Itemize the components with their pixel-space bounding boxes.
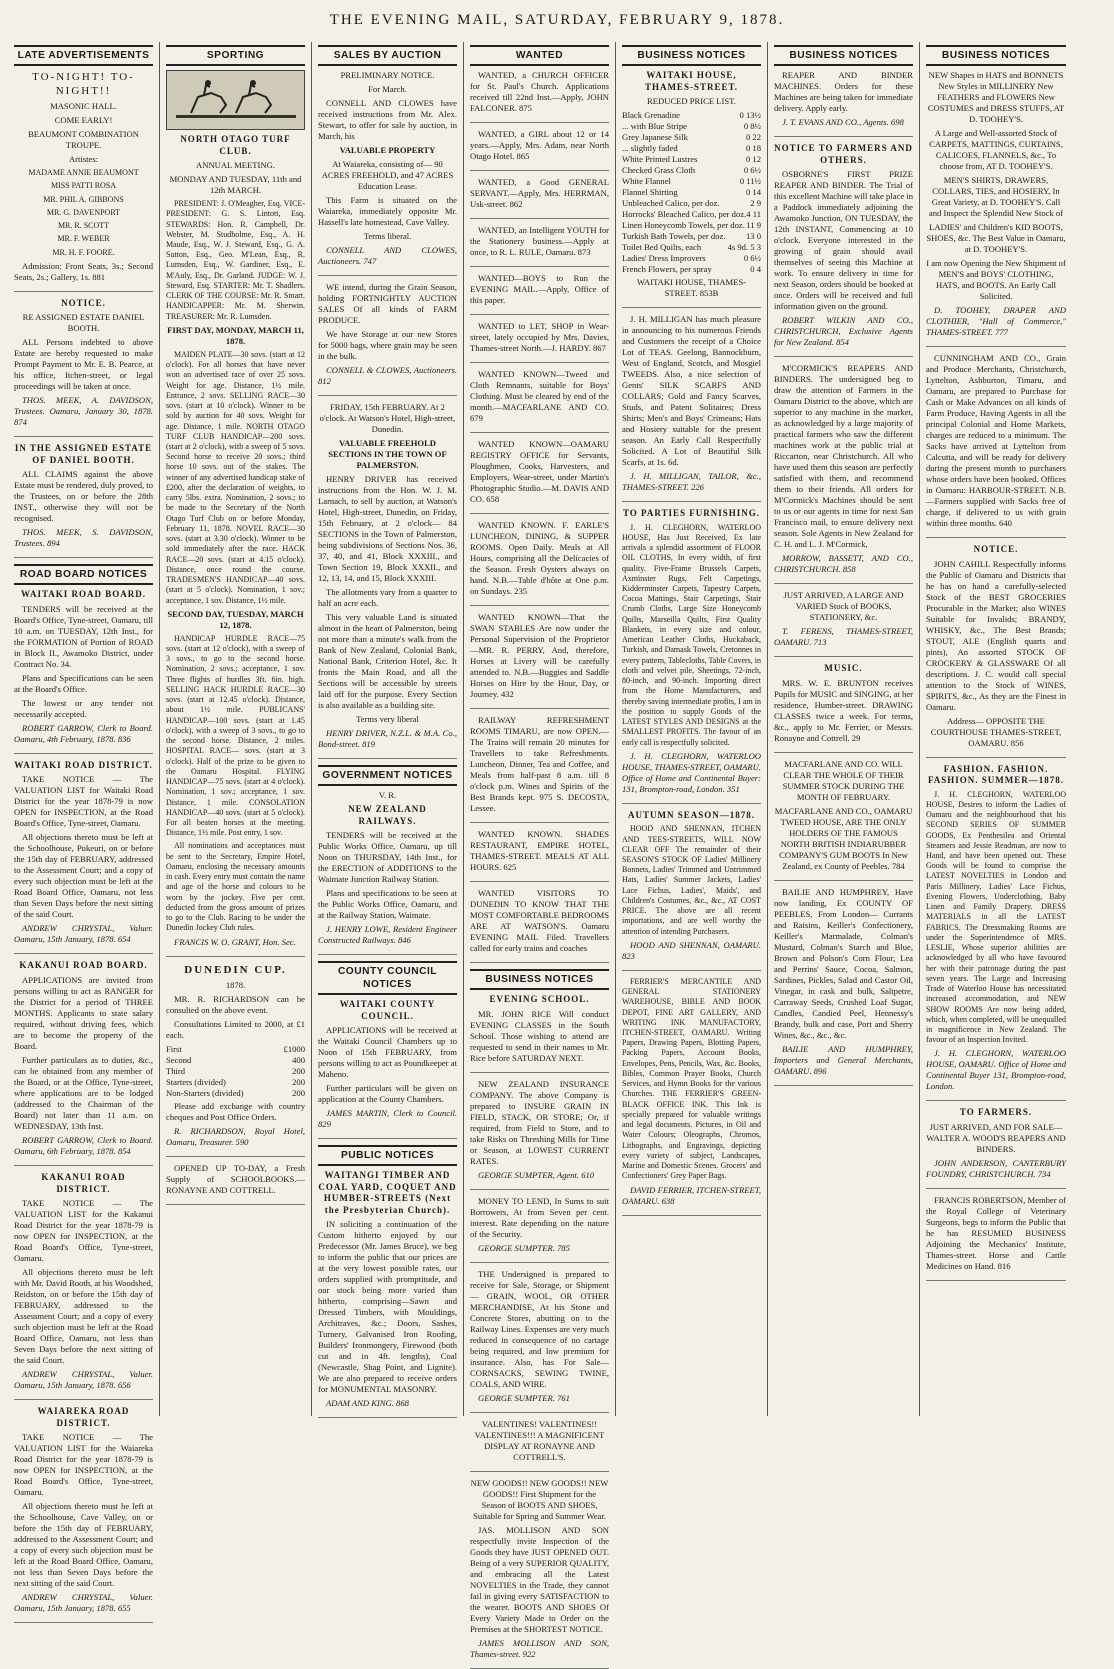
- ad-signature: CONNELL AND CLOWES, Auctioneers. 747: [318, 245, 457, 267]
- ad-signature: ROBERT GARROW, Clerk to Board. Oamaru, 4th February, 1878. 836: [14, 722, 153, 744]
- price-item: Linen Honeycomb Towels, per doz.: [622, 220, 745, 231]
- ad-body: JUST ARRIVED, AND FOR SALE— WALTER A. WOOD'S REAPERS AND BINDERS.: [926, 1121, 1066, 1154]
- ad-body: FERRIER'S MERCANTILE AND GENERAL STATIONERY WAREHOUSE, BIBLE AND BOOK DEPOT, FINE ART GALLERY, AND WRITING INK MANUFACTORY, ITCHEN-STREET, OAMARU. Writing Papers, Drawing Papers, Blotting Papers, Packing Papers, Account Books, Envelopes, Pens, Pencils, Wax, &c. Books, Bibles, Common Prayer Books, Church Services, and Hymn Books for the various Churches. THE FERRIER'S GREEN-BLACK OFFICE INK. This Ink is specially prepared for valuable writings and legal documents. Pictures, in Oil and Water Colours; Oleographs, Chromos, Lithographs, and Engravings, depicting every variety of subject, Landscapes, Marine and Domestic Scenes. Grocers' and Confectioners' Grey Paper Bags.: [622, 976, 761, 1181]
- price-value: 0 6½: [743, 253, 761, 264]
- ad-footer: WAITAKI HOUSE, THAMES-STREET. 853B: [636, 277, 747, 299]
- ad-money-to-lend: [470, 1196, 609, 1263]
- price-row: [622, 231, 761, 242]
- price-item: White Flannel: [622, 176, 671, 187]
- ad-title: WAITAKI HOUSE, THAMES-STREET.: [644, 70, 739, 92]
- ad-body: MR. JOHN RICE Will conduct EVENING CLASSES in the South School. Those wishing to attend are requested to send in their names to Mr. Rice before SATURDAY NEXT.: [470, 1008, 609, 1063]
- section-header-business: BUSINESS NOTICES: [470, 969, 609, 990]
- ad-body: WE intend, during the Grain Season, holding FORTNIGHTLY AUCTION SALES Of all kinds of FARM PRODUCE.: [318, 282, 457, 326]
- ad-signature: ROBERT GARROW, Clerk to Board. Oamaru, 6th February, 1878. 854: [14, 1134, 153, 1156]
- masthead: THE EVENING MAIL, SATURDAY, FEBRUARY 9, 1878.: [329, 12, 785, 28]
- ad-signature: JAMES MARTIN, Clerk to Council. 829: [318, 1108, 457, 1130]
- artiste: MADAME ANNIE BEAUMONT: [28, 168, 139, 178]
- ad-osborne: [774, 143, 913, 357]
- prize-row: [166, 1088, 305, 1099]
- section-header-auctions: SALES BY AUCTION: [318, 45, 457, 66]
- price-row: [622, 110, 761, 121]
- ad-evening-school: [470, 994, 609, 1073]
- section-header-business: BUSINESS NOTICES: [622, 45, 761, 66]
- ad-signature: ANDREW CHRYSTAL, Valuer. Oamaru, 15th January, 1878. 656: [14, 1369, 153, 1391]
- price-value: 0 8½: [743, 121, 761, 132]
- prize-label: Third: [166, 1065, 186, 1076]
- ad-waitaki-road-district: [14, 760, 153, 955]
- ad-signature: R. RICHARDSON, Royal Hotel, Oamaru, Treasurer. 590: [166, 1125, 305, 1147]
- ad-body: JAS. MOLLISON AND SON respectfully invite Inspection of the Goods they have JUST OPENED OUT. Being of a very SUPERIOR QUALITY, and embracing all the Latest NOVELTIES in the Trade, they cannot fail in giving every SATISFACTION to the wearer. BOOTS AND SHOES Of Every Variety Made to Order on the Premises at the SHORTEST NOTICE.: [470, 1524, 609, 1634]
- column-business-3: [920, 42, 1072, 1416]
- price-value: 0 18: [745, 143, 761, 154]
- ad-wanted: [470, 273, 609, 315]
- ad-body: MONEY TO LEND, In Sums to suit Borrowers, At from Seven per cent. interest. Rate depending on the nature of the Security.: [470, 1195, 609, 1239]
- price-row: [622, 264, 761, 275]
- ad-day-heading: FIRST DAY, MONDAY, MARCH 11, 1878.: [167, 324, 304, 346]
- ad-body: WANTED KNOWN—That the SWAN STABLES Are now under the Personal Supervision of the Proprietor—MR. R. PERRY, And, therefore, Horses at Livery will be carefully attended to. N.B.—Buggies and Saddle Horses on Hire by the Hour, Day, or Journey. 432: [470, 612, 609, 700]
- price-row: [622, 209, 761, 220]
- prize-label: Second: [166, 1054, 192, 1065]
- ad-subtitle: PRELIMINARY NOTICE.: [340, 70, 435, 81]
- ad-baillie-humphrey: [774, 887, 913, 1086]
- prize-value: 200: [292, 1076, 305, 1087]
- column-business-2: [768, 42, 920, 1416]
- ad-wanted: [470, 321, 609, 363]
- ad-body: Please add exchange with country cheques and Post Office Orders.: [166, 1100, 305, 1122]
- ad-waiareka-road-district: [14, 1406, 153, 1623]
- ad-wanted: [470, 520, 609, 606]
- ad-body: J. H. CLEGHORN, WATERLOO HOUSE, Has Just Received, Ex late arrivals a splendid assortment of FLOOR OIL CLOTHS, In every width, of first quality. Five-Frame Brussels Carpets, Axminster Rugs, Felt Carpetings, Kidderminster Carpets, Tapestry Carpets, Cocoa Mattings, Stair Carpetings, Stair Crumb Cloths, Large Size Honeycomb Quilts, Marseilla Quilts, First Quality Blankets, in every size and colour, American Leather Cloths, Huckaback, Turkish, and Damask Towels, Cretonnes in every pattern, Tablecloths, Table Covers, in cloth and velvet pile, Sheetings, 72-inch, 80-inch, and 90-inch. Importing direct from the Home Manufacturers, and thereby saving intermediate profits, I am in the position to supply Goods of the LATEST STYLES AND DESIGNS at the SMALLEST PROFITS. The favour of an early call is respectfully solicited.: [622, 522, 761, 747]
- ad-grain-storage: [470, 1269, 609, 1413]
- ad-body: Further particulars as to duties, &c., can be obtained from any member of the Board, or at the Office, Tyne-street, where applications are to be lodged (addressed to the Chairman of the Board) not later than 11 a.m. on WEDNESDAY, 13th Inst.: [14, 1054, 153, 1131]
- ad-body: J. H. MILLIGAN has much pleasure in announcing to his numerous Friends and Customers the receipt of a Choice Lot of TEAS. Geelong, Bannockburn, West of England, Scotch, and Mosgiel TWEEDS. Also, a nice selection of Gents' SILK SCARFS AND COLLARS; Gold and Fancy Scarves, Studs, and Patent Solitaires; Dress Shirts; Men's and Boys' Crimeans; Hats and Hosiery suitable for the present season. An Early Call Respectfully Solicited. A Lot of Beautiful Silk Scarfs, at 1s. 6d.: [622, 314, 761, 468]
- ad-kakanui-road-board: [14, 960, 153, 1166]
- ad-body: JOHN CAHILL Respectfully informs the Public of Oamaru and Districts that he has on hand a carefully-selected Stock of the BEST GROCERIES Procurable in the Market; also WINES Suitable for Invalids; BRANDY, WHISKY, &c., The Best Brands; STOUT, ALE (English quarts and pints), An assorted STOCK OF CROCKERY & GLASSWARE Of all descriptions. J. C. would call special attention to the Stock of WINES, SPIRITS, &c., As they are the Finest in Oamaru.: [926, 558, 1066, 712]
- price-item: Flannel Shirting: [622, 187, 678, 198]
- column-auctions: [312, 42, 464, 1416]
- ad-body: LADIES' and Children's KID BOOTS, SHOES, &c. The Best Value in Oamaru, at D. TOOHEY'S.: [926, 222, 1066, 255]
- ad-wood-reapers: [926, 1107, 1066, 1189]
- ad-body: BAILIE AND HUMPHREY, Have now landing, Ex COUNTY OF PEEBLES, From London— Currants and Raisins, Keiller's Confectionery, Keiller's Marmalade, Colman's Mustard, Colman's Starch and Blue, Brown and Polson's Corn Flour, Lea and Perrins' Sauce, Cocoa, Salmon, Sardines, Pickles, Salad and Castor Oil, Vinegar, in cask and bulk, Saltpetre, Carraway Seeds, Crushed Loaf Sugar, Candles, Candied Peel, Hennessy's Brandy, bulk and case, Port and Sherry Wines, &c., &c., &c.: [774, 886, 913, 1040]
- ad-body: OPENED UP TO-DAY, a Fresh Supply of SCHOOLBOOKS.—RONAYNE AND COTTRELL.: [166, 1162, 305, 1195]
- ad-signature: THOS. MEEK, S. DAVIDSON, Trustees. 894: [14, 527, 153, 549]
- ad-reaper-binder: [774, 70, 913, 137]
- price-item: White Printed Lustres: [622, 154, 698, 165]
- ad-signature: JAMES MOLLISON AND SON, Thames-street. 922: [470, 1637, 609, 1659]
- ad-body: MRS. W. E. BRUNTON receives Pupils for MUSIC and SINGING, at her residence, Humber-street. DRAWING CLASSES twice a week. For terms, &c., apply to Mr. Ferrier, or Messrs. Ronayne and Cottrell. 29: [774, 677, 913, 743]
- price-value: 0 22: [745, 132, 761, 143]
- price-row: [622, 176, 761, 187]
- ad-ferens: [774, 590, 913, 657]
- ad-signature: ANDREW CHRYSTAL, Valuer. Oamaru, 15th January, 1878. 655: [14, 1592, 153, 1614]
- ad-body: MEN'S SHIRTS, DRAWERS, COLLARS, TIES, and HOSIERY, In Great Variety, at D. TOOHEY'S. Call and Inspect the Splendid New Stock of: [928, 175, 1064, 219]
- ad-body: WANTED—BOYS to Run the EVENING MAIL.—Apply, Office of this paper.: [470, 273, 609, 306]
- ad-body: ALL CLAIMS against the above Estate must be rendered, duly proved, to the Trustees, on or before the 28th INST., otherwise they will not be recognised.: [14, 469, 153, 524]
- ad-subtitle: ANNUAL MEETING.: [196, 160, 275, 171]
- ad-admission: Admission: Front Seats, 3s.; Second Seats, 2s.; Gallery, 1s. 881: [14, 260, 153, 282]
- ad-signature: THOS. MEEK, A. DAVIDSON, Trustees. Oamaru, January 30, 1878. 874: [14, 395, 153, 428]
- price-row: [622, 143, 761, 154]
- ad-palmerston-sections: [318, 402, 457, 759]
- ad-title: WAITAKI ROAD DISTRICT.: [14, 759, 153, 770]
- ad-kakanui-road-district: [14, 1172, 153, 1400]
- ad-body: TAKE NOTICE — The VALUATION LIST for the Kakanui Road District for the year 1878-79 is now OPEN for INSPECTION, at the Road Board's Office, Tyne-street, Oamaru.: [14, 1198, 153, 1264]
- section-header-business: BUSINESS NOTICES: [926, 45, 1066, 66]
- ad-signature: FRANCIS W. O. GRANT, Hon. Sec.: [174, 936, 296, 947]
- section-header-road-board: ROAD BOARD NOTICES: [14, 564, 153, 585]
- ad-signature: J. T. EVANS AND CO., Agents. 698: [782, 117, 904, 128]
- ad-day-heading: SECOND DAY, TUESDAY, MARCH 12, 1878.: [167, 608, 304, 630]
- ad-cleghorn-furnishing: [622, 508, 761, 804]
- ad-body: Plans and specifications to be seen at the Public Works Office, Oamaru, and at the Railway Station, Waimate.: [318, 888, 457, 921]
- price-value: 0 14: [745, 187, 761, 198]
- section-header-government: GOVERNMENT NOTICES: [318, 765, 457, 786]
- price-value: 0 4: [750, 264, 761, 275]
- ad-body: APPLICATIONS will be received at the Waitaki Council Chambers up to Noon of 15th FEBRUARY, from persons willing to act as Poundkeeper at Maheno.: [318, 1025, 457, 1080]
- ad-waitaki-house: [622, 70, 761, 308]
- ad-wanted: [470, 612, 609, 709]
- price-item: ... with Blue Stripe: [622, 121, 687, 132]
- ad-body: Further particulars will be given on application at the County Chambers.: [318, 1083, 457, 1105]
- ad-signature: J. H. MILLIGAN, TAILOR, &c., THAMES-STREET. 226: [622, 471, 761, 493]
- ad-wanted: [470, 888, 609, 963]
- price-value: 4 11: [746, 209, 761, 220]
- section-header-wanted: WANTED: [470, 45, 609, 66]
- ad-body: MACFARLANE AND CO. WILL CLEAR THE WHOLE OF THEIR SUMMER STOCK DURING THE MONTH OF FEBRUARY.: [782, 758, 905, 802]
- ad-body: RAILWAY REFRESHMENT ROOMS TIMARU, are now OPEN.—The Trains will remain 20 minutes for Travellers to take Refreshments. Luncheon, Dinner, Tea and Coffee, and Meals from half-past 8 a.m. till 8 o'clock p.m. Wines and Spirits of the Best Brands kept. 975 S. DECOSTA, Lessee.: [470, 715, 609, 814]
- ad-body: WANTED to LET, SHOP in Wear-street, lately occupied by Mrs. Davies, Thames-street North.—J. HARDY. 867: [470, 321, 609, 354]
- ad-wanted: [470, 369, 609, 433]
- column-wanted: [464, 42, 616, 1659]
- ad-title: TO PARTIES FURNISHING.: [622, 508, 761, 519]
- ad-signature: J. H. CLEGHORN, WATERLOO HOUSE, OAMARU. Office of Home and Continental Buyer 131, Brompton-road, London.: [926, 1048, 1066, 1092]
- ad-body: OSBORNE'S FIRST PRIZE REAPER AND BINDER. The Trial of this excellent Machine will take place in a Paddock immediately adjoining the Awamoko Junction, ON TUESDAY, the 12th INSTANT, Commencing at 10 o'clock. Everyone interested in the growing of grain should avail themselves of seeing this Machine at work. To ensure delivery in time for next Season, orders should be booked at once. Orders will be received and full information given on the ground.: [774, 169, 913, 312]
- ad-artistes-label: Artistes:: [68, 154, 99, 165]
- section-header-county: COUNTY COUNCIL NOTICES: [318, 961, 457, 995]
- ad-title: IN THE ASSIGNED ESTATE OF DANIEL BOOTH.: [14, 443, 153, 465]
- ad-schoolbooks: [166, 1163, 305, 1205]
- price-list: [622, 110, 761, 275]
- column-business-1: [616, 42, 768, 1416]
- ad-wanted: [470, 439, 609, 514]
- ad-title: WAITAKI ROAD BOARD.: [20, 589, 147, 600]
- ad-subtitle: FRIDAY, 15th FEBRUARY. At 2 o'clock. At Watson's Hotel, High-street, Dunedin.: [319, 402, 456, 435]
- ad-body: Terms liberal.: [363, 231, 412, 242]
- ad-masonic-hall: [14, 70, 153, 292]
- ad-cunningham: [926, 353, 1066, 538]
- ad-assigned-estate: [14, 443, 153, 558]
- ad-title: WAITAKI COUNTY COUNCIL.: [339, 999, 436, 1021]
- section-header-late-ads: LATE ADVERTISEMENTS: [14, 45, 153, 66]
- price-item: Ladies' Dress Improvers: [622, 253, 706, 264]
- ad-signature: HOOD AND SHENNAN, OAMARU. 823: [622, 939, 761, 961]
- ad-body: At Waiareka, consisting of— 90 ACRES FREEHOLD, and 47 ACRES Education Lease.: [321, 159, 454, 192]
- section-header-sporting: SPORTING: [166, 45, 305, 66]
- ad-body: WANTED KNOWN. SHADES RESTAURANT, EMPIRE HOTEL, THAMES-STREET. MEALS AT ALL HOURS. 625: [470, 829, 609, 873]
- artiste: MR. H. F. FOORE.: [52, 247, 115, 257]
- ad-title: NOTICE TO FARMERS AND OTHERS.: [774, 143, 913, 165]
- ad-signature: ADAM AND KING. 868: [326, 1398, 409, 1409]
- artiste: MR. G. DAVENPORT: [46, 207, 121, 217]
- ad-body: THE Undersigned is prepared to receive for Sale, Storage, or Shipment— GRAIN, WOOL, OR OTHER MERCHANDISE, At his Stone and Concrete Stores, abutting on to the Railway Lines. Expenses are very much reduced in consequence of no cartage being required, and low premium for insurance. Also, has For Sale— CORNSACKS, SEWING TWINE, COALS, AND WIRE.: [470, 1268, 609, 1389]
- column-late-ads: [8, 42, 160, 1614]
- ad-body: This very valuable Land is situated almost in the heart of Palmerston, being not more than a minute's walk from the Bank of New Zealand, Colonial Bank, National Bank, Criterion Hotel, &c. It fronts the Main Road, and all the Sections will be accessible by streets laid off for the purpose. Every Section is also available as a building site.: [318, 612, 457, 711]
- ad-wanted: [470, 177, 609, 219]
- ad-line: COME EARLY!: [54, 115, 113, 126]
- ad-body: M'CORMICK'S REAPERS AND BINDERS. The undersigned beg to draw the attention of Farmers in the Oamaru District to the above, which are superior to any machine in the market, as acknowledged by a large majority of practical farmers who saw the different machines work at the public trial at Riccarton, near Christchurch. All who have used them this season are perfectly satisfied with them, and recommend them to their friends. All orders for M'Cormick's Machines should be sent to us or our agents in time for next San Francisco mail, to ensure delivery next season. Sole Agents in New Zealand for C. H. and L. J. M'Cormick,: [774, 363, 913, 550]
- ad-robertson: [926, 1195, 1066, 1281]
- ad-signature: GEORGE SUMPTER. 761: [478, 1392, 570, 1403]
- price-value: 13 0: [745, 231, 761, 242]
- price-item: Horrocks' Bleached Calico, per doz.: [622, 209, 747, 220]
- ad-body: J. H. CLEGHORN, WATERLOO HOUSE, Desires to inform the Ladies of Oamaru and the neighbourhood that his SECOND SERIES OF SUMMER GOODS, Ex Penthesilea and Oriental Steamers and Jessie Readman, are now to Hand, and have been opened out. These Goods will be found to comprise the LATEST NOVELTIES in London and Paris Millinery, Ladies' Lace Fichus, Evening Flowers, Underclothing, Baby Linen and Family Drapery. DRESS MATERIALS in all the LATEST FABRICS. The Dressmaking Rooms are under the Superintendence of MRS. LESLIE, Whose superior abilities are acknowledged by all who have favoured her with their patronage during the past seven years. The Large and Increasing Trade of Waterloo House has necessitated increased accommodation, and NEW SHOW ROOMS Are now being added, which, when completed, will be unequalled in magnificence in New Zealand. The favour of an Inspection Invited.: [926, 789, 1066, 1045]
- ad-title: NORTH OTAGO TURF CLUB.: [180, 134, 291, 156]
- ad-signature: T. FERENS, THAMES-STREET, OAMARU. 713: [774, 626, 913, 648]
- ad-dates: MONDAY AND TUESDAY, 11th and 12th MARCH.: [169, 174, 302, 196]
- ad-signature: JOHN ANDERSON, CANTERBURY FOUNDRY, CHRISTCHURCH. 734: [926, 1157, 1066, 1179]
- price-item: Grey Japanese Silk: [622, 132, 688, 143]
- prize-label: Starters (divided): [166, 1076, 226, 1087]
- ad-valentines: [470, 1419, 609, 1472]
- ad-body: WANTED VISITORS TO DUNEDIN TO KNOW THAT THE MOST COMFORTABLE BEDROOMS ARE AT WATSON'S. Oamaru EVENING MAIL Filed. Travellers called for early trains and coaches: [470, 888, 609, 954]
- ad-wanted: [470, 225, 609, 267]
- price-value: 0 13½: [739, 110, 761, 121]
- ad-milligan: [622, 314, 761, 502]
- ad-subtitle: REDUCED PRICE LIST.: [647, 96, 736, 107]
- prize-list: [166, 1044, 305, 1099]
- ad-wanted: [470, 829, 609, 882]
- ad-timber-yard: [318, 1170, 457, 1418]
- column-sporting: [160, 42, 312, 1416]
- price-value: 11 9: [746, 220, 761, 231]
- ad-officers: PRESIDENT: J. O'Meagher, Esq. VICE-PRESIDENT: G. S. Lintott, Esq. STEWARDS: Hon. R. Campbell, Dr. Webster, M. Studholme, Esq., A. H. Maude, Esq., W. J. Steward, Esq., G. A. Sutton, Esq., Geo. M'Lean, Esq., R. Lumsden, Esq., W. Gardiner, Esq., E. M'Auly, Esq., Dr. Garland. JUDGE: W. J. Steward, Esq. STARTER: Mr. T. Shadlers. CLERK OF THE COURSE: Mr. R. Smart. HANDICAPPER: Mr. M. Sherwin. TREASURER: Mr. R. Lumsden.: [166, 199, 305, 321]
- ad-body: WANTED, a CHURCH OFFICER for St. Paul's Church. Applications received till 22nd Inst.—Apply, JOHN FALCONER. 875: [470, 70, 609, 114]
- ad-body: MR. R. RICHARDSON can be consulted on the above event.: [166, 993, 305, 1015]
- ad-body: VALENTINES! VALENTINES!! VALENTINES!!! A MAGNIFICENT DISPLAY AT RONAYNE AND COTTRELL'S.: [474, 1418, 605, 1462]
- price-item: Unbleached Calico, per doz.: [622, 198, 720, 209]
- ad-headline: VALUABLE FREEHOLD SECTIONS IN THE TOWN OF PALMERSTON.: [328, 438, 447, 471]
- price-value: 2 9: [750, 198, 761, 209]
- ad-body: REAPER AND BINDER MACHINES. Orders for these Machines are being taken for immediate delivery. Apply early.: [774, 70, 913, 114]
- ad-body: TAKE NOTICE — The VALUATION LIST for the Waiareka Road District for the year 1878-79 is now OPEN for INSPECTION, at the Road Board's Office, Tyne-street, Oamaru.: [14, 1432, 153, 1498]
- price-value: 0 6½: [743, 165, 761, 176]
- ad-title: TO-NIGHT! TO-NIGHT!!: [32, 71, 135, 98]
- prize-row: [166, 1055, 305, 1066]
- ad-body: All objections thereto must be left at the Schoolhouse, Pukeuri, on or before the 15th day of FEBRUARY, addressed to the Assessment Court; and a copy of every such objection must be left at the Road Board Office, Oamaru, not less than Seven Days before the next sitting of the said Court.: [14, 832, 153, 920]
- ad-title: KAKANUI ROAD DISTRICT.: [41, 1171, 126, 1194]
- prize-label: Non-Starters (divided): [166, 1087, 244, 1098]
- ad-signature: GEORGE SUMPTER. 785: [478, 1242, 570, 1253]
- ad-dunedin-cup: [166, 963, 305, 1157]
- price-item: French Flowers, per spray: [622, 264, 712, 275]
- ad-title: NEW ZEALAND RAILWAYS.: [348, 804, 427, 826]
- ad-body: FRANCIS ROBERTSON, Member of the Royal College of Veterinary Surgeons, begs to inform the Public that he has RESUMED BUSINESS Adjoining the Mechanics' Institute, Thames-street. Horse and Cattle Medicines on Hand. 816: [926, 1194, 1066, 1271]
- ad-macfarlane: [774, 759, 913, 881]
- ad-crest-vr: V. R.: [378, 790, 397, 801]
- ad-body: Plans and Specifications can be seen at the Board's Office.: [14, 672, 153, 694]
- price-item: Toilet Bed Quilts, each: [622, 242, 702, 253]
- ad-body: WANTED KNOWN. F. EARLE'S LUNCHEON, DINING, & SUPPER ROOMS. Open Daily. Meals at All Hours, comprising all the Delicacies of the Season. Fresh Oysters always on hand. N.B.—Table d'hôte at One p.m. on Sundays. 235: [470, 520, 609, 597]
- ad-signature: CONNELL & CLOWES, Auctioneers. 812: [318, 365, 457, 387]
- ad-cleghorn-fashion: [926, 764, 1066, 1102]
- ad-signature: D. TOOHEY, DRAPER AND CLOTHIER, "Hall of Commerce," THAMES-STREET. 777: [926, 305, 1066, 338]
- prize-value: 200: [292, 1065, 305, 1076]
- ad-cahill: [926, 544, 1066, 758]
- ad-body: TENDERS will be received at the Board's Office, Tyne-street, Oamaru, till 10 a.m. on TUESDAY, 12th Inst., for the FORMATION of Portion of ROAD in Block II., Awamoko District, under Contract No. 34.: [14, 603, 153, 669]
- ad-title: WAIAREKA ROAD DISTRICT.: [37, 1406, 130, 1428]
- artiste: MR. PHIL A. GIBBONS: [43, 194, 124, 204]
- ad-signature: J. H. CLEGHORN, WATERLOO HOUSE, THAMES-STREET, OAMARU. Office of Home and Continental Buyer: 131, Brompton-road, London. 351: [622, 750, 761, 794]
- prize-row: [166, 1077, 305, 1088]
- ad-title: NOTICE.: [61, 297, 106, 308]
- price-row: [622, 242, 761, 253]
- price-value: 4s 9d. 5 3: [727, 242, 761, 253]
- ad-body: JUST ARRIVED, A LARGE AND VARIED Stock of BOOKS, STATIONERY, &c.: [783, 590, 904, 623]
- artiste: MR. R. SCOTT: [57, 221, 110, 231]
- ad-body: We have Storage at our new Stores for 5000 bags, where grain may be seen in the bulk.: [318, 329, 457, 362]
- ad-body: WANTED, a Good GENERAL SERVANT.—Apply, Mrs. HERRMAN, Usk-street. 862: [470, 177, 609, 210]
- section-header-business: BUSINESS NOTICES: [774, 45, 913, 66]
- prize-value: 400: [292, 1054, 305, 1065]
- ad-body: All objections thereto must be left at the Schoolhouse, Cave Valley, on or before the 15th day of FEBRUARY, addressed to the Assessment Court; and a copy of every such objection must be left at the Road Board Office, Oamaru, not less than Seven Days before the next sitting of the said Court.: [14, 1501, 153, 1589]
- prize-row: [166, 1066, 305, 1077]
- ad-signature: J. HENRY LOWE, Resident Engineer Constructed Railways. 846: [318, 924, 457, 946]
- price-row: [622, 121, 761, 132]
- ad-body: The allotments vary from a quarter to half an acre each.: [318, 587, 457, 609]
- price-row: [622, 187, 761, 198]
- ad-troupe: BEAUMONT COMBINATION TROUPE.: [28, 129, 139, 151]
- ad-mccormick: [774, 363, 913, 584]
- ad-body: The lowest or any tender not necessarily accepted.: [14, 697, 153, 719]
- price-row: [622, 154, 761, 165]
- price-value: 0 11½: [739, 176, 761, 187]
- prize-value: 200: [292, 1087, 305, 1098]
- price-row: [622, 165, 761, 176]
- ad-signature: HENRY DRIVER, N.Z.L. & M.A. Co., Bond-street. 819: [318, 728, 457, 750]
- ad-rules: All nominations and acceptances must be sent to the Secretary, Empire Hotel, Oamaru, enclosing the necessary amounts in cash. Every entry must contain the name and age of the horse and colours to be worn by the jockey. Five per cent. deducted from the gross amount of prizes to go to the Club. Racing to be under the Dunedin Jockey Club rules.: [166, 841, 305, 933]
- price-row: [622, 220, 761, 231]
- ad-body: NEW Shapes in HATS and BONNETS New Styles in MILLINERY New FEATHERS and FLOWERS New COSTUMES and DRESS STUFFS, AT D. TOOHEY'S.: [927, 70, 1065, 125]
- ad-signature: BAILIE AND HUMPHREY, Importers and General Merchants, OAMARU. 896: [774, 1043, 913, 1076]
- ad-wanted: [470, 129, 609, 171]
- ad-subtitle: RE ASSIGNED ESTATE DANIEL BOOTH.: [22, 312, 145, 334]
- ad-body: I am now Opening the New Shipment of MEN'S and BOYS' CLOTHING, HATS, and BOOTS. An Early Call Solicited.: [926, 258, 1066, 302]
- artiste: MISS PATTI ROSA: [50, 181, 117, 191]
- newspaper-columns: [8, 42, 1106, 1659]
- ad-nz-insurance: [470, 1079, 609, 1190]
- artiste: MR. F. WEBER: [57, 234, 110, 244]
- ad-title: MUSIC.: [824, 663, 863, 674]
- ad-body: IN soliciting a continuation of the Custom hitherto enjoyed by our Predecessor (Mr. James Bruce), we beg to inform the public that our prices are at the very lowest possible rates, our orders supplied with promptitude, and our stock being more varied than hitherto, comprising—Sawn and Dressed Timbers, with Mouldings, Architraves, &c.; Doors, Sashes, Turnery, Galvanised Iron Roofing, Builders' Ironmongery, Firewood (both cut and in 4ft. lengths), Coal (Newcastle, Shag Point, and Lignite). We are also prepared to receive orders for MONUMENTAL MASONRY.: [318, 1219, 457, 1395]
- ad-body: Terms very liberal: [356, 714, 419, 725]
- prize-value: £1000: [283, 1043, 305, 1054]
- ad-title: AUTUMN SEASON—1878.: [627, 809, 755, 820]
- ad-body: APPLICATIONS are invited from persons willing to act as RANGER for the District for a period of THREE MONTHS. Applicants to state salary required, without driving fees, which are to become the property of the Board.: [14, 974, 153, 1051]
- price-item: Turkish Bath Towels, per doz.: [622, 231, 726, 242]
- ad-title: FASHION. FASHION. FASHION. SUMMER—1878.: [927, 763, 1065, 786]
- ad-hood-shennan: [622, 810, 761, 971]
- ad-county-council: [318, 999, 457, 1139]
- ad-grain-sales: [318, 282, 457, 396]
- ad-mollison: [470, 1478, 609, 1669]
- ad-ferrier: [622, 977, 761, 1216]
- ad-title: KAKANUI ROAD BOARD.: [19, 960, 148, 971]
- ad-signature: ANDREW CHRYSTAL, Valuer. Oamaru, 15th January, 1878. 654: [14, 923, 153, 945]
- ad-signature: GEORGE SUMPTER, Agent. 610: [478, 1169, 595, 1180]
- price-row: [622, 198, 761, 209]
- ad-headline: VALUABLE PROPERTY: [339, 145, 436, 156]
- ad-body: NEW ZEALAND INSURANCE COMPANY. The above Company is prepared to INSURE GRAIN IN FIELD, STACK, OR STORE; Or, if required, from Field to Store, and to take Risks on Threshing Mills for Time or Season, at LOWEST CURRENT RATES.: [470, 1078, 609, 1166]
- ad-title: NOTICE.: [973, 544, 1019, 555]
- ad-body: HOOD AND SHENNAN, ITCHEN AND TEES-STREETS, WILL NOW CLEAR OFF The remainder of their SEASON'S STOCK OF Ladies' Millinery Bonnets, Ladies' Trimmed and Untrimmed Hats, Ladies' Summer Jackets, Ladies' Lace Fichus, Ladies', Maids', and Children's Costumes, &c., &c., AT COST PRICE. The above are all recent importations, and are well worthy the attention of intending Purchasers.: [622, 824, 761, 936]
- ad-title: WAITANGI TIMBER AND COAL YARD, COQUET AND HUMBER-STREETS (Next the Presbyterian Church).: [318, 1170, 457, 1215]
- ad-body: All objections thereto must be left with Mr. David Booth, at his Woodshed, Reidston, on or before the 15th day of FEBRUARY, addressed to the Assessment Court; and a copy of every such objection must be left at the Road Board Office, Oamaru, not less than Seven Days before the next sitting of the said Court.: [14, 1267, 153, 1366]
- ad-signature: DAVID FERRIER, ITCHEN-STREET, OAMARU. 638: [622, 1184, 761, 1206]
- ad-body: WANTED, an Intelligent YOUTH for the Stationery business.—Apply at once, to R. L. RULE, Oamaru. 873: [470, 225, 609, 258]
- ad-subtitle: For March.: [368, 84, 407, 95]
- ad-body: HENRY DRIVER has received instructions from the Hon. W. J. M. Larnach, to sell by auction, at Watson's Hotel, High-street, Dunedin, on Friday, 15th February, at 2 o'clock— 84 SECTIONS in the Town of Palmerston, being subdivisions of Sections Nos. 36, 37, 40, and 41, Block XXXIII., and Town Section 19, Block XXXII., and 12, 13, 14, and 15, Block XXXIII.: [318, 474, 457, 584]
- ad-signature: ROBERT WILKIN AND CO., CHRISTCHURCH, Exclusive Agents for New Zealand. 854: [774, 315, 913, 348]
- ad-wanted: [470, 70, 609, 123]
- price-item: ... slightly faded: [622, 143, 678, 154]
- ad-signature: MORROW, BASSETT, AND CO., CHRISTCHURCH. 858: [774, 553, 913, 575]
- ad-body: WANTED, a GIRL about 12 or 14 years.—Apply, Mrs. Adam, near North Otago Hotel. 865: [470, 129, 609, 162]
- ad-title: TO FARMERS.: [959, 1107, 1033, 1118]
- ad-railways: [318, 790, 457, 955]
- ad-year: 1878.: [225, 979, 246, 990]
- ad-body: A Large and Well-assorted Stock of CARPETS, MATTINGS, CURTAINS, CALICOES, FLANNELS, &c., To choose from, AT D. TOOHEY'S.: [929, 128, 1063, 172]
- ad-toohey: [926, 70, 1066, 347]
- price-row: [622, 253, 761, 264]
- ad-body: CONNELL AND CLOWES have received instructions from Mr. Alex. Stewart, to offer for sale by auction, in March, his: [318, 98, 457, 142]
- price-value: 0 12: [745, 154, 761, 165]
- ad-music: [774, 663, 913, 753]
- ad-body: TENDERS will be received at the Public Works Office, Oamaru, up till Noon on THURSDAY, 14th Inst., for the ERECTION of ADDITIONS to the Waimate Junction Railway Station.: [318, 830, 457, 885]
- ad-body: This Farm is situated on the Waiareka, immediately opposite Mr. Hassell's late homestead, Cave Valley.: [318, 195, 457, 228]
- ad-waitaki-road-board: [14, 589, 153, 754]
- horse-racing-engraving-icon: [166, 70, 305, 130]
- ad-body: CUNNINGHAM AND CO., Grain and Produce Merchants, Christchurch, Lyttelton, Ashburton, Timaru, and Oamaru, are prepared to Purchase for Cash or Make Advances on all kinds of Farm Produce, Having Agents in all the principal Colonial and Home Markets, charges are reduced to a minimum. The Sacks have arrived at Lyttelton from Calcutta, and will be ready for delivery during the present month to purchasers whose orders have been booked. Offices in Oamaru: HARBOUR-STREET. N.B.—Farmers supplied with Sacks free of charge, if delivered to us with grain within three months. 640: [926, 353, 1066, 529]
- ad-races: HANDICAP HURDLE RACE—75 sovs. (start at 12 o'clock), with a sweep of 3 sovs., to go to the second horse. Nomination, 2 sovs.; acceptance, 1 sov. Three flights of hurdles 3ft. 6in. high. SELLING HACK HURDLE RACE—30 sovs. (start at 12.45 o'clock). Distance, about 1½ mile. PUBLICANS' HANDICAP—100 sovs. (start at 1.45 o'clock), with a sweep of 3 sovs., to go to the second horse. Distance, 2 miles. HOSPITAL RACE— sovs. (start at 3 o'clock). Half of the prize to be given to the Oamaru Hospital. FLYING HANDICAP—75 sovs. (start at 4 o'clock). Nomination, 1 sov.; acceptance, 1 sov. Distance, 1 mile. CONSOLATION HANDICAP—40 sovs. (start at 5 o'clock). For all beaten horses at the meeting. Distance, 1½ mile. Post entry, 1 sov.: [166, 633, 305, 838]
- price-row: [622, 132, 761, 143]
- ad-body: Consultations Limited to 2000, at £1 each.: [166, 1018, 305, 1040]
- price-item: Black Grenadine: [622, 110, 680, 121]
- prize-label: First: [166, 1043, 182, 1054]
- ad-wanted: [470, 715, 609, 823]
- ad-body: WANTED KNOWN—OAMARU REGISTRY OFFICE for Servants, Ploughmen, Cooks, Harvesters, and Employers, Wear-street, under Martin's Photographic Studio.—M. DAVIS AND CO. 658: [470, 439, 609, 505]
- ad-headline: NEW GOODS!! NEW GOODS!! NEW GOODS!! First Shipment for the Season of BOOTS AND SHOES, Suitable for Spring and Summer Wear.: [470, 1477, 609, 1521]
- ad-connell-clowes-property: [318, 70, 457, 276]
- price-item: Checked Grass Cloth: [622, 165, 696, 176]
- ad-body: MACFARLANE AND CO., OAMARU TWEED HOUSE, ARE THE ONLY HOLDERS OF THE FAMOUS NORTH BRITISH INDIARUBBER COMPANY'S GUM BOOTS In New Zealand, ex County of Peebles. 784: [774, 805, 913, 871]
- ad-turf-club: [166, 134, 305, 957]
- ad-notice-booth: [14, 298, 153, 438]
- ad-subtitle: MASONIC HALL.: [50, 101, 117, 112]
- ad-title: DUNEDIN CUP.: [184, 963, 287, 976]
- ad-title: EVENING SCHOOL.: [489, 994, 590, 1005]
- ad-body: WANTED KNOWN—Tweed and Cloth Remnants, suitable for Boys' Clothing. Must be cleared by end of the month.—MACFARLANE AND CO. 679: [470, 369, 609, 424]
- ad-address: Address— OPPOSITE THE COURTHOUSE THAMES-STREET, OAMARU. 856: [930, 715, 1062, 748]
- ad-races: MAIDEN PLATE—30 sovs. (start at 12 o'clock). For all horses that have never won an advertised race of over 25 sovs. Weight for age. Distance, 1½ mile. Entrance, 2 sovs. SELLING RACE—30 sovs. (start at 10 o'clock). Winner to be sold by auction for 40 sovs. Weight for age. Distance, 1 mile. NORTH OTAGO TURF CLUB HANDICAP—200 sovs. (start at 2 o'clock), with a sweep of 5 sovs. Second horse to receive 20 sovs.; third horse 10 sovs. out of the stakes. The winner of any advertised handicap stake of £200, after the declaration of weights, to carry 5lbs. extra. Nomination, 2 sovs.; to be made to the Secretary of the North Otago Turf Club on or before Monday, February 11, 1878. NOVEL RACE—30 sovs. (start at 3.30 o'clock). Winner to be sold immediately after the race. HACK RACE—20 sovs. (start at 4.15 o'clock). Distance, once round the course. TRADESMEN'S HANDICAP—40 sovs. (start at 5 o'clock). Nomination, 1 sov.; acceptance, 1 sov. Distance, 1½ mile.: [166, 349, 305, 605]
- prize-row: [166, 1044, 305, 1055]
- ad-body: ALL Persons indebted to above Estate are hereby requested to make Prompt Payment to Mr. E. B. Pearce, at his office, Itchen-street, or legal proceedings will be taken at once.: [14, 337, 153, 392]
- ad-body: TAKE NOTICE — The VALUATION LIST for Waitaki Road District for the year 1878-79 is now OPEN for INSPECTION, at the Road Board's Office, Tyne-street, Oamaru.: [14, 774, 153, 829]
- section-header-public: PUBLIC NOTICES: [318, 1145, 457, 1166]
